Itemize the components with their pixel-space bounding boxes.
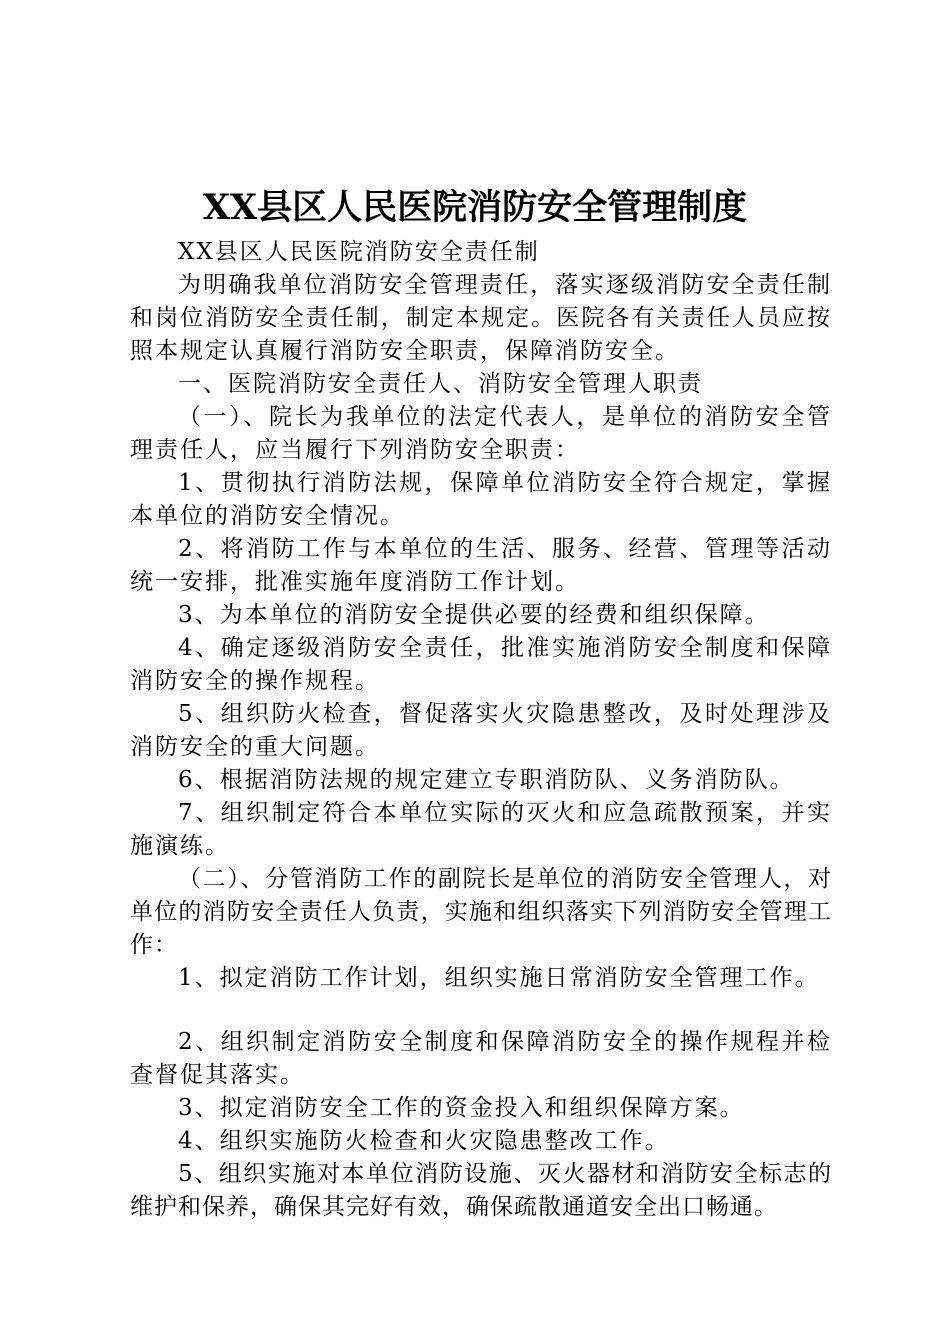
blank-line <box>130 995 832 1026</box>
section-heading-1: 一、医院消防安全责任人、消防安全管理人职责 <box>178 371 703 397</box>
list-item: 5、组织防火检查，督促落实火灾隐患整改，及时处理涉及消防安全的重大问题。 <box>130 701 832 760</box>
subsection-heading-2: （二）、分管消防工作的副院长是单位的消防安全管理人，对单位的消防安全责任人负责，实施和组织落实下列消防安全管理工作： <box>130 866 832 958</box>
list-item: 4、组织实施防火检查和火灾隐患整改工作。 <box>178 1128 670 1154</box>
list-item: 7、组织制定符合本单位实际的灭火和应急疏散预案，并实施演练。 <box>130 800 832 859</box>
document-title: XX县区人民医院消防安全管理制度 <box>202 187 748 228</box>
list-item: 6、根据消防法规的规定建立专职消防队、义务消防队。 <box>178 767 795 793</box>
paragraph-subtitle: XX县区人民医院消防安全责任制 <box>178 239 540 265</box>
list-item: 4、确定逐级消防安全责任，批准实施消防安全制度和保障消防安全的操作规程。 <box>130 635 832 694</box>
list-item: 3、为本单位的消防安全提供必要的经费和组织保障。 <box>178 602 770 628</box>
document-body <box>130 236 832 1224</box>
paragraph-intro: 为明确我单位消防安全管理责任，落实逐级消防安全责任制和岗位消防安全责任制，制定本规定。医院各有关责任人员应按照本规定认真履行消防安全职责，保障消防安全。 <box>130 272 832 364</box>
list-item: 2、组织制定消防安全制度和保障消防安全的操作规程并检查督促其落实。 <box>130 1029 832 1088</box>
list-item: 5、组织实施对本单位消防设施、灭火器材和消防安全标志的维护和保养，确保其完好有效，确保疏散通道安全出口畅通。 <box>130 1161 832 1220</box>
subsection-heading-1: （一）、院长为我单位的法定代表人，是单位的消防安全管理责任人，应当履行下列消防安全职责： <box>130 404 832 463</box>
list-item: 2、将消防工作与本单位的生活、服务、经营、管理等活动统一安排，批准实施年度消防工作计划。 <box>130 536 832 595</box>
list-item: 1、拟定消防工作计划，组织实施日常消防安全管理工作。 <box>178 965 820 991</box>
list-item: 3、拟定消防安全工作的资金投入和组织保障方案。 <box>178 1095 745 1121</box>
list-item: 1、贯彻执行消防法规，保障单位消防安全符合规定，掌握本单位的消防安全情况。 <box>130 470 832 529</box>
